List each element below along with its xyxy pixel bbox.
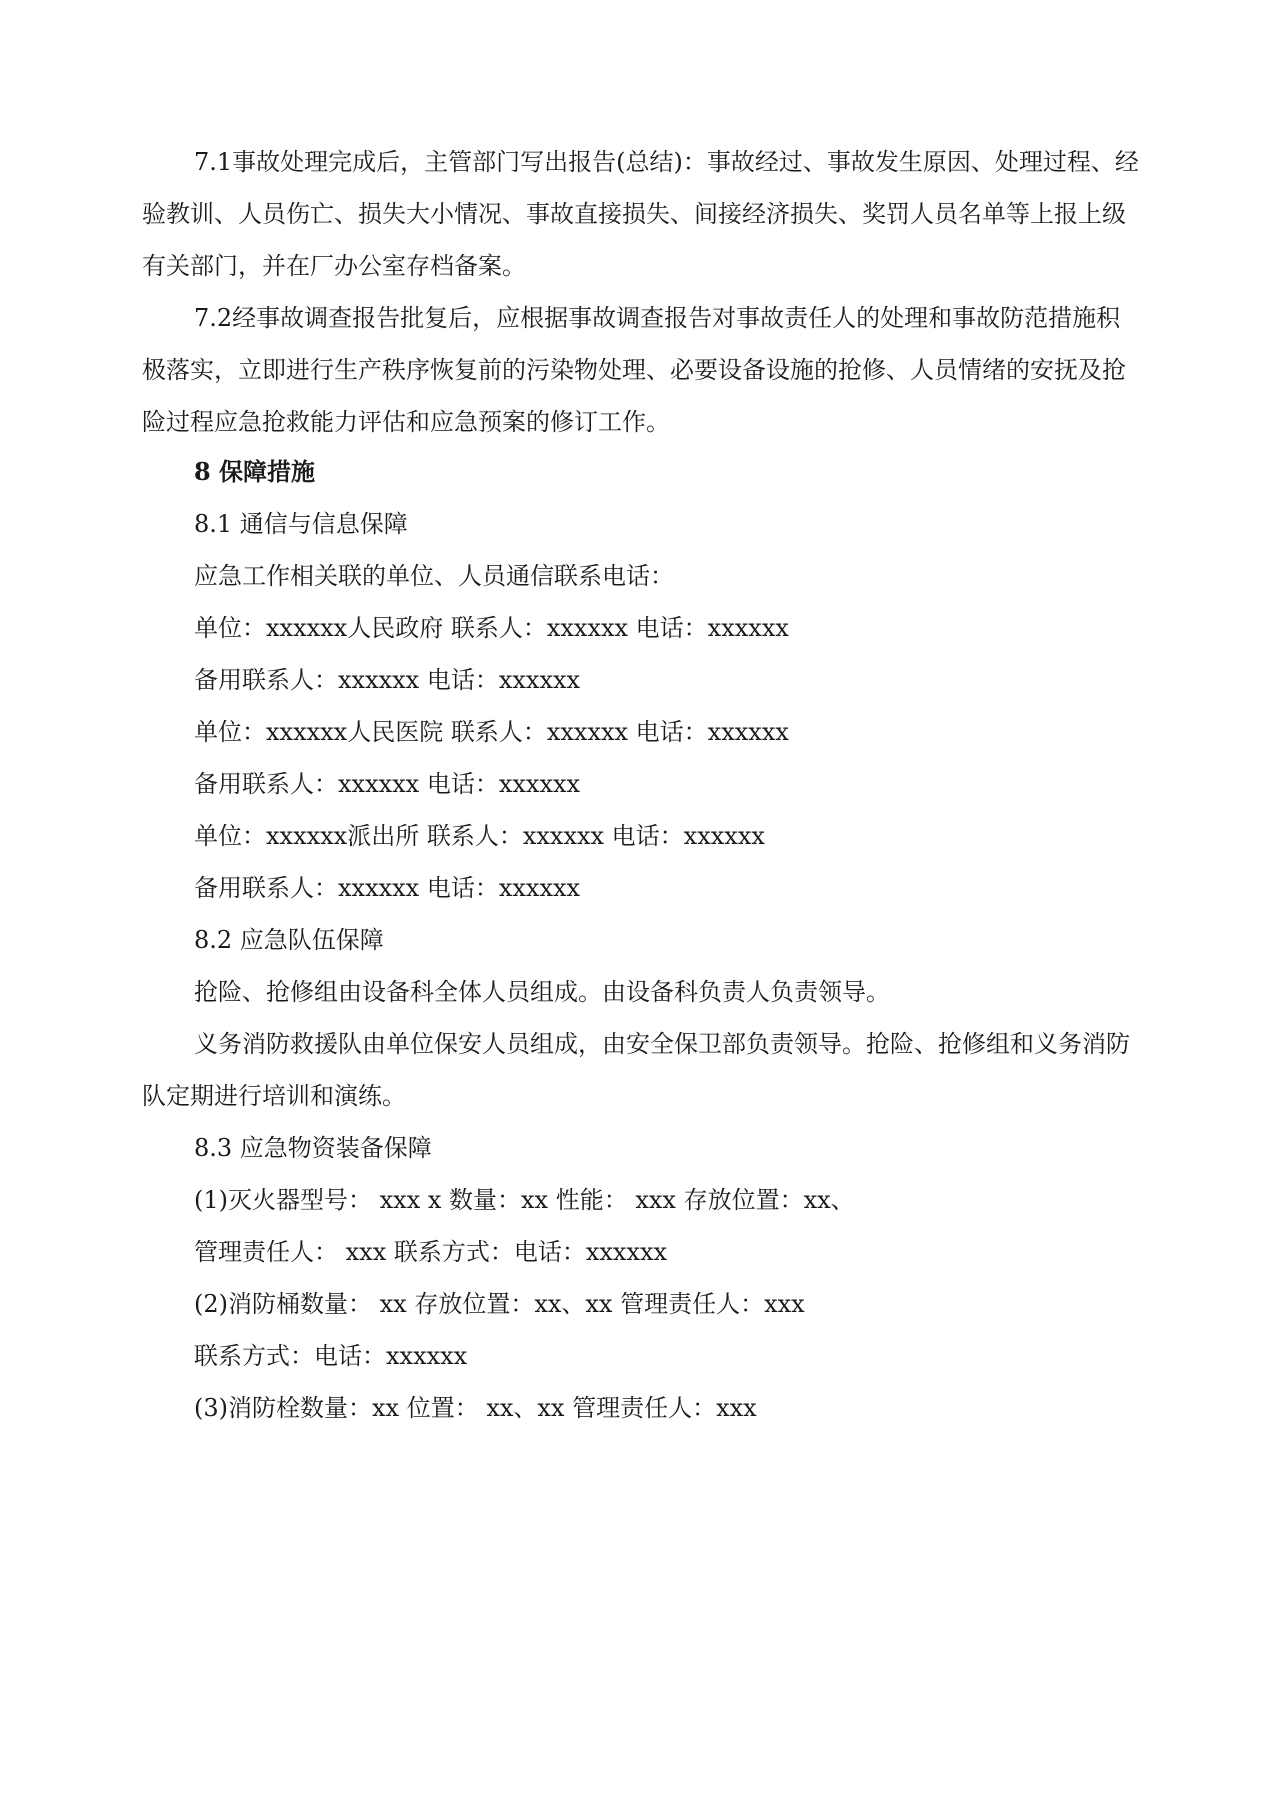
equipment-line-3: (2)消防桶数量： xx 存放位置：xx、xx 管理责任人：xxx: [194, 1290, 805, 1318]
equipment-line-5: (3)消防栓数量：xx 位置： xx、xx 管理责任人：xxx: [194, 1394, 757, 1422]
paragraph-7-1: 7.1事故处理完成后，主管部门写出报告(总结)：事故经过、事故发生原因、处理过程、经验教训、人员伤亡、损失大小情况、事故直接损失、间接经济损失、奖罚人员名单等上报上级有关部门，并在厂办公室存档备案。: [142, 148, 1139, 280]
equipment-line-2: 管理责任人： xxx 联系方式：电话：xxxxxx: [194, 1238, 668, 1266]
team-paragraph-2: 义务消防救援队由单位保安人员组成，由安全保卫部负责领导。抢险、抢修组和义务消防队定期进行培训和演练。: [142, 1030, 1130, 1110]
contact-line-4: 备用联系人：xxxxxx 电话：xxxxxx: [194, 770, 581, 798]
contact-line-5: 单位：xxxxxx派出所 联系人：xxxxxx 电话：xxxxxx: [194, 822, 765, 850]
contact-line-6: 备用联系人：xxxxxx 电话：xxxxxx: [194, 874, 581, 902]
subsection-heading-8-3: 8.3 应急物资装备保障: [194, 1134, 432, 1162]
section-heading-8: 8 保障措施: [194, 457, 316, 486]
contact-intro: 应急工作相关联的单位、人员通信联系电话：: [194, 562, 674, 590]
team-line-1: 抢险、抢修组由设备科全体人员组成。由设备科负责人负责领导。: [194, 978, 890, 1006]
contact-line-2: 备用联系人：xxxxxx 电话：xxxxxx: [194, 666, 581, 694]
equipment-line-4: 联系方式：电话：xxxxxx: [194, 1342, 468, 1370]
subsection-heading-8-2: 8.2 应急队伍保障: [194, 926, 384, 954]
contact-line-3: 单位：xxxxxx人民医院 联系人：xxxxxx 电话：xxxxxx: [194, 718, 789, 746]
equipment-line-1: (1)灭火器型号： xxx x 数量：xx 性能： xxx 存放位置：xx、: [194, 1186, 855, 1214]
paragraph-7-2: 7.2经事故调查报告批复后，应根据事故调查报告对事故责任人的处理和事故防范措施积极落实，立即进行生产秩序恢复前的污染物处理、必要设备设施的抢修、人员情绪的安抚及抢险过程应急抢救能力评估和应急预案的修订工作。: [142, 304, 1126, 436]
subsection-heading-8-1: 8.1 通信与信息保障: [194, 510, 408, 538]
contact-line-1: 单位：xxxxxx人民政府 联系人：xxxxxx 电话：xxxxxx: [194, 614, 789, 642]
